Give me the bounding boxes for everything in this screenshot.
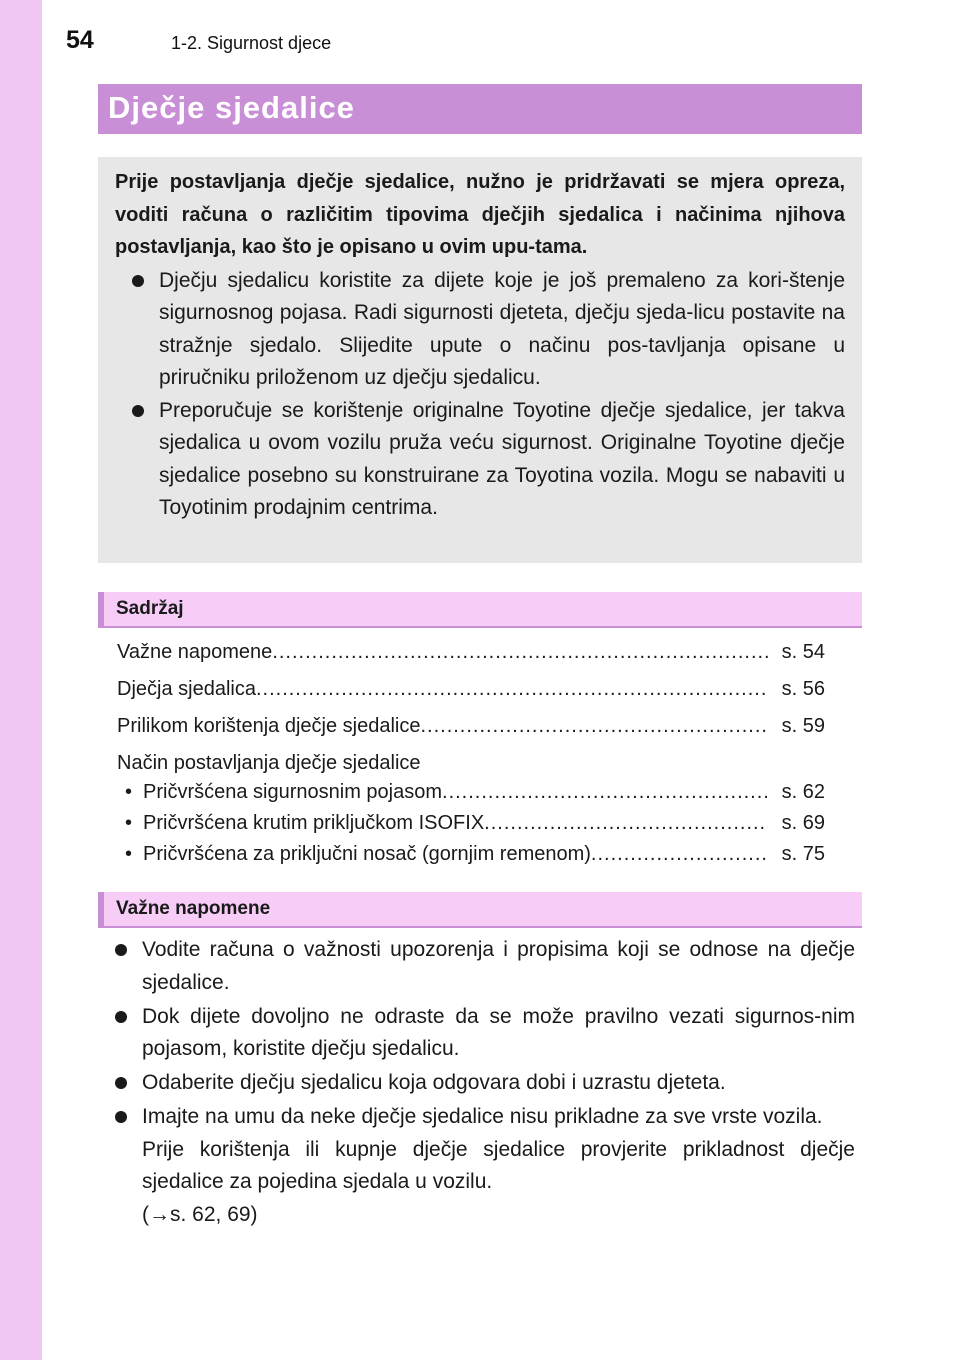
notes-header: [98, 892, 862, 928]
list-item: [114, 934, 855, 999]
toc-sub-bullet: •: [125, 843, 133, 865]
list-item: [114, 1001, 855, 1066]
toc-sub-entry-page: s. 69: [781, 812, 825, 834]
toc-group-heading: Način postavljanja dječje sjedalice: [117, 752, 421, 774]
toc-sub-entry-page: s. 62: [781, 781, 825, 803]
intro-box: [98, 157, 862, 563]
toc-sub-entry-label: Pričvršćena za priključni nosač (gornjim remenom): [143, 843, 591, 865]
toc-entry-page: s. 54: [781, 641, 825, 663]
intro-bullet-text: Dječju sjedalicu koristite za dijete koje je još premaleno za kori-štenje sigurnosnog pojasa. Radi sigurnosti djeteta, dječju sjeda-licu postavite na stražnje sjedalo. Slijedite upute o načinu pos-tavljanja opisane u priručniku priloženom uz dječju sjedalicu.: [159, 268, 845, 389]
contents-header: [98, 592, 862, 628]
toc-sub-entry[interactable]: [117, 777, 825, 808]
contents-header-label: Sadržaj: [116, 598, 184, 619]
toc-sub-entry[interactable]: [117, 808, 825, 839]
toc-sub-entry-page: s. 75: [781, 843, 825, 865]
intro-lead: Prije postavljanja dječje sjedalice, nužno je pridržavati se mjera opreza, voditi računa o različitim tipovima dječjih sjedalica i načinima njihova postavljanja, kao što je opisano u ovim upu-tama.: [115, 171, 845, 258]
intro-bullet-list: [131, 265, 845, 525]
toc-sub-entry[interactable]: [117, 839, 825, 870]
bullet-icon: [115, 1011, 127, 1023]
note-text: Vodite računa o važnosti upozorenja i propisima koji se odnose na dječje sjedalice.: [142, 938, 855, 994]
toc-entry-label: Važne napomene: [117, 641, 273, 663]
toc-entry-label: Dječja sjedalica: [117, 678, 256, 700]
intro-bullet-text: Preporučuje se korištenje originalne Toyotine dječje sjedalice, jer takva sjedalica u ovom vozilu pruža veću sigurnost. Originalne Toyotine dječje sjedalice posebno su konstruirane za Toyotina vozila. Mogu se nabaviti u Toyotinim prodajnim centrima.: [159, 398, 845, 519]
list-item: [131, 395, 845, 525]
title-bar: [98, 84, 862, 134]
bullet-icon: [115, 1077, 127, 1089]
toc-entry-page: s. 56: [781, 678, 825, 700]
toc-sub-entry-label: Pričvršćena sigurnosnim pojasom: [143, 781, 443, 803]
note-text: Imajte na umu da neke dječje sjedalice nisu prikladne za sve vrste vozila.: [142, 1105, 823, 1128]
section-label: 1-2. Sigurnost djece: [171, 33, 332, 53]
list-item: [114, 1101, 855, 1231]
notes-bullet-list: [114, 934, 855, 1231]
toc-sub-bullet: •: [125, 812, 133, 834]
toc-sub-entry-label: Pričvršćena krutim priključkom ISOFIX: [143, 812, 485, 834]
note-extra-text: Prije korištenja ili kupnje dječje sjedalice provjerite prikladnost dječje sjedalice za pojedina sjedala u vozilu.: [142, 1137, 855, 1193]
toc-leader-dots: [591, 839, 768, 870]
toc-entry-page: s. 59: [781, 715, 825, 737]
notes-section: [114, 934, 855, 1233]
table-of-contents: [117, 638, 825, 870]
toc-entry[interactable]: [117, 675, 825, 703]
page-title: Dječje sjedalice: [108, 90, 355, 125]
page-number: 54: [66, 26, 94, 54]
toc-leader-dots: [272, 638, 767, 666]
toc-leader-dots: [420, 712, 767, 740]
bullet-icon: [132, 405, 144, 417]
note-text: Odaberite dječju sjedalicu koja odgovara dobi i uzrastu djeteta.: [142, 1071, 726, 1094]
toc-leader-dots: [256, 675, 768, 703]
bullet-icon: [132, 275, 144, 287]
toc-entry[interactable]: [117, 638, 825, 666]
list-item: [114, 1067, 855, 1100]
toc-leader-dots: [484, 808, 767, 839]
toc-leader-dots: [442, 777, 768, 808]
list-item: [131, 265, 845, 395]
notes-header-label: Važne napomene: [116, 898, 271, 919]
note-text: Dok dijete dovoljno ne odraste da se može pravilno vezati sigurnos-nim pojasom, koristite dječju sjedalicu.: [142, 1004, 855, 1060]
toc-entry-label: Prilikom korištenja dječje sjedalice: [117, 715, 421, 737]
bullet-icon: [115, 1111, 127, 1123]
side-margin-strip: [0, 0, 42, 1360]
page-reference-link[interactable]: (→s. 62, 69): [142, 1202, 258, 1226]
bullet-icon: [115, 944, 127, 956]
toc-sub-bullet: •: [125, 781, 133, 803]
toc-entry[interactable]: [117, 712, 825, 740]
